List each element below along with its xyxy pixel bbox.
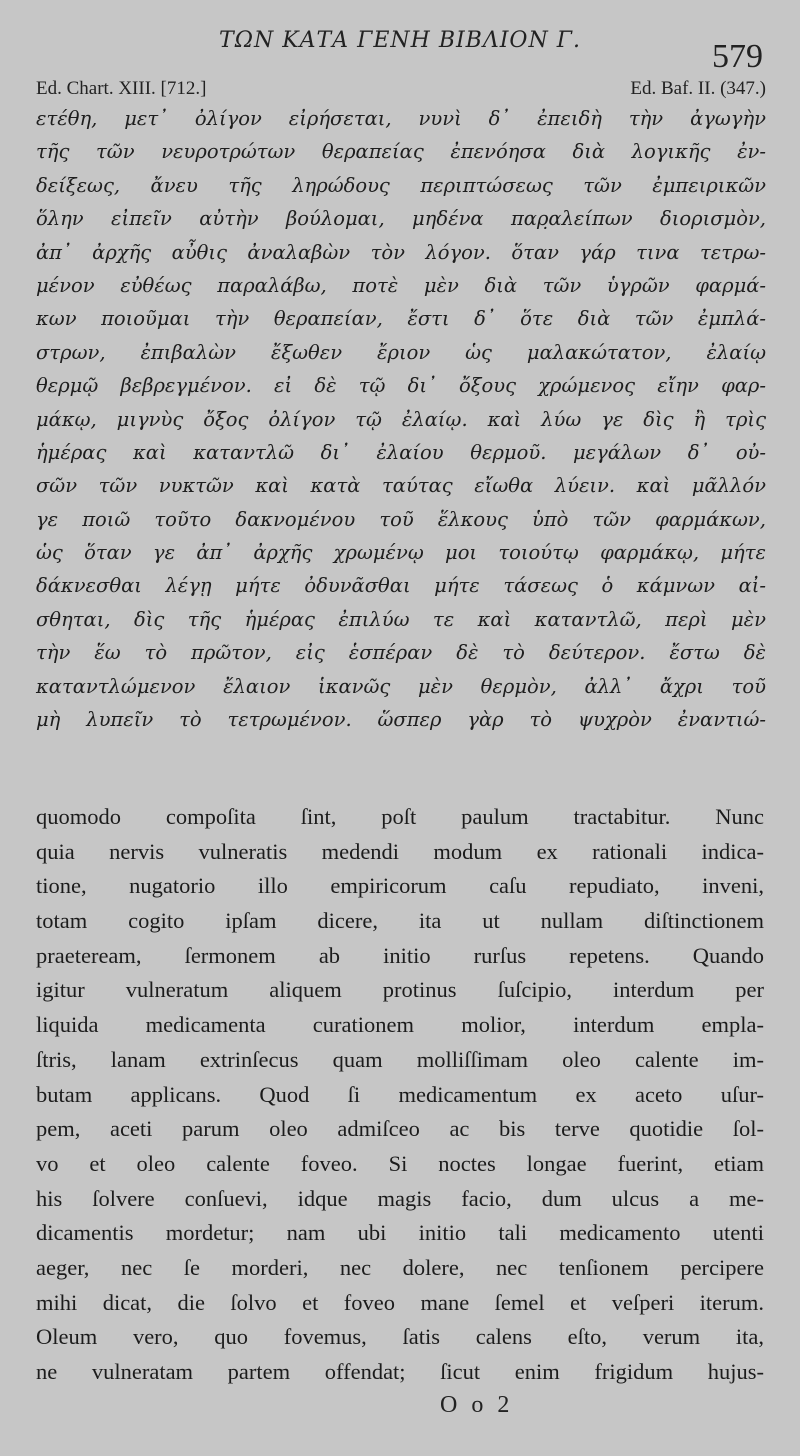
latin-text-line: quia nervis vulneratis medendi modum ex rationali indica- <box>36 838 764 864</box>
greek-text-line: στρων, ἐπιβαλὼν ἔξωθεν ἔριον ὡς μαλακώτατον, ἐλαίῳ <box>36 340 766 364</box>
greek-text-line: δείξεως, ἄνευ τῆς ληρώδους περιπτώσεως τῶν ἐμπειρικῶν <box>36 173 766 197</box>
latin-text-line: pem, aceti parum oleo admiſceo ac bis terve quotidie ſol- <box>36 1116 764 1142</box>
greek-text-line: ἀπ᾽ ἀρχῆς αὖθις ἀναλαβὼν τὸν λόγον. ὅταν γάρ τινα τετρω- <box>36 240 766 264</box>
latin-text-line: aeger, nec ſe morderi, nec dolere, nec tenſionem percipere <box>36 1254 764 1280</box>
greek-text-line: ὅλην εἰπεῖν αὐτὴν βούλομαι, μηδένα παρ̣αλείπων διορισμὸν, <box>36 207 766 231</box>
latin-text-line: butam applicans. Quod ſi medicamentum ex aceto uſur- <box>36 1081 764 1107</box>
latin-text-line: dicamentis mordetur; nam ubi initio tali medicamento utenti <box>36 1220 764 1246</box>
printer-signature: O o 2 <box>440 1392 514 1418</box>
greek-text-line: γε ποιῶ τοῦτο δακνομένου τοῦ ἕλκους ὑπὸ τῶν φαρμάκων, <box>36 507 766 531</box>
latin-text-line: mihi dicat, die ſolvo et foveo mane ſemel et veſperi iterum. <box>36 1289 764 1315</box>
greek-text-line: κων ποιοῦμαι τὴν θεραπείαν, ἔστι δ᾽ ὅτε διὰ τῶν ἐμπλά- <box>36 307 766 331</box>
edition-reference-right: Ed. Baf. II. (347.) <box>630 78 766 99</box>
greek-text-line: μάκῳ, μιγνὺς ὄξος ὀλίγον τῷ ἐλαίῳ. καὶ λύω γε δὶς ἢ τρὶς <box>36 407 766 431</box>
greek-text-line: τὴν ἕω τὸ πρῶτον, εἰς ἑσπέραν δὲ τὸ δεύτερον. ἔστω δὲ <box>36 641 766 665</box>
greek-text-line: σῶν τῶν νυκτῶν καὶ κατὰ ταύτας εἴωθα λύειν. καὶ μᾶλλόν <box>36 474 766 498</box>
greek-text-line: ὡς ὅταν γε ἀπ᾽ ἀρχῆς χρωμένῳ μοι τοιούτῳ φαρμάκῳ, μήτε <box>36 541 766 565</box>
latin-text-line: his ſolvere conſuevi, idque magis facio, dum ulcus a me- <box>36 1185 764 1211</box>
latin-text-line: ne vulneratam partem offendat; ſicut enim frigidum hujus- <box>36 1359 764 1384</box>
latin-text-line: Oleum vero, quo fovemus, ſatis calens eſto, verum ita, <box>36 1324 764 1350</box>
greek-text-line: μὴ λυπεῖν τὸ τετρωμένον. ὥσπερ γὰρ τὸ ψυχρὸν ἐναντιώ- <box>36 708 766 732</box>
greek-text-line: τῆς τῶν νευροτρώτων θεραπείας ἐπενόησα διὰ λογικῆς ἐν- <box>36 140 766 164</box>
greek-text-line: μένον εὐθέως παραλάβω, ποτὲ μὲν διὰ τῶν ὑγρῶν φαρμά- <box>36 273 766 297</box>
edition-reference-left: Ed. Chart. XIII. [712.] <box>36 78 207 99</box>
greek-text-line: καταντλώμενον ἔλαιον ἱκανῶς μὲν θερμὸν, ἀλλ᾽ ἄχρι τοῦ <box>36 674 766 698</box>
greek-text-line: δάκνεσθαι λέγῃ μήτε ὀδυνᾶσθαι μήτε τάσεως ὁ κάμνων αἰ- <box>36 574 766 598</box>
page-number: 579 <box>712 38 763 75</box>
latin-text-line: praeteream, ſermonem ab initio rurſus repetens. Quando <box>36 942 764 968</box>
greek-text-line: σθηται, δὶς τῆς ἡμέρας ἐπιλύω τε καὶ καταντλῶ, περὶ μὲν <box>36 607 766 631</box>
running-title: ΤΩΝ ΚΑΤΑ ΓΕΝΗ ΒΙΒΛΙΟΝ Γ. <box>219 28 581 53</box>
latin-text-line: tione, nugatorio illo empiricorum caſu repudiato, inveni, <box>36 873 764 899</box>
latin-text-block <box>36 800 764 1390</box>
latin-text-line: ſtris, lanam extrinſecus quam molliſſimam oleo calente im- <box>36 1046 764 1072</box>
greek-text-block <box>36 102 766 736</box>
latin-text-line: liquida medicamenta curationem molior, interdum empla- <box>36 1012 764 1038</box>
greek-text-line: ετέθη, μετ᾽ ὀλίγον εἰρήσεται, νυνὶ δ᾽ ἐπειδὴ τὴν ἀγωγὴν <box>36 107 766 130</box>
latin-text-line: igitur vulneratum aliquem protinus ſuſcipio, interdum per <box>36 977 764 1003</box>
latin-text-line: quomodo compoſita ſint, poſt paulum tractabitur. Nunc <box>36 804 764 829</box>
greek-text-line: ἡμέρας καὶ καταντλῶ δι᾽ ἐλαίου θερμοῦ. μεγάλων δ᾽ οὐ- <box>36 440 766 464</box>
latin-text-line: vo et oleo calente foveo. Si noctes longae fuerint, etiam <box>36 1150 764 1176</box>
greek-text-line: θερμῷ βεβρεγμένον. εἰ δὲ τῷ δι᾽ ὄξους χρώμενος εἴην φαρ- <box>36 374 766 398</box>
latin-text-line: totam cogito ipſam dicere, ita ut nullam diſtinctionem <box>36 908 764 934</box>
